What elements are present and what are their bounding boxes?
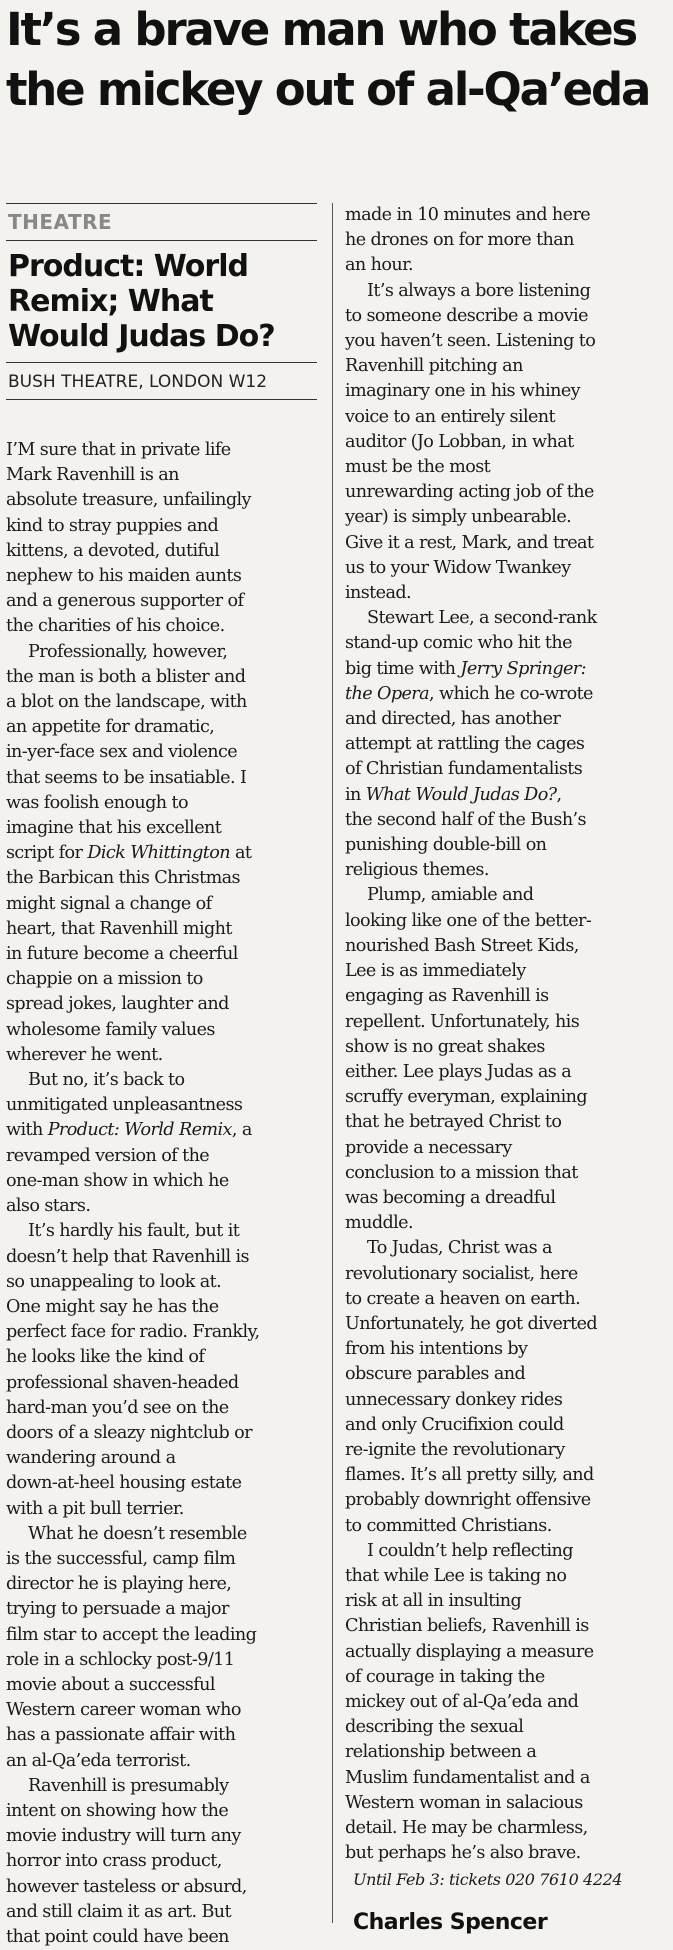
text-line: Professionally, however, [28,641,228,662]
text-line: flames. It’s all pretty silly, and [345,1465,594,1486]
text-line: Muslim fundamentalist and a [345,1767,590,1788]
text-line: One might say he has the [6,1296,219,1317]
text-line: re-ignite the revolutionary [345,1439,565,1460]
text-line: to create a heaven on earth. [345,1288,581,1309]
paragraph [6,438,317,640]
text-line: Christian beliefs, Ravenhill is [345,1616,589,1637]
paragraph [345,203,665,279]
paragraph [6,1522,317,1774]
text-line: kittens, a devoted, dutiful [6,540,220,561]
text-line: Ravenhill is presumably [28,1775,229,1796]
paragraph [6,1219,317,1521]
text-line: script for Dick Whittington at [6,843,252,864]
text-line: and only Crucifixion could [345,1414,564,1435]
text-line: in future become a cheerful [6,944,238,965]
text-line: an hour. [345,255,413,276]
text-line: the second half of the Bush’s [345,809,586,830]
text-line: of courage in taking the [345,1666,545,1687]
text-line: that point could have been [6,1926,229,1947]
text-line: has a passionate affair with [6,1725,236,1746]
text-line: made in 10 minutes and here [345,205,591,225]
text-line: doesn’t help that Ravenhill is [6,1246,249,1267]
text-line: must be the most [345,457,491,478]
headline-line: the mickey out of al-Qa’eda [6,63,650,116]
text-line: nourished Bash Street Kids, [345,935,579,956]
text-line: voice to an entirely silent [345,406,556,427]
text-line: and a generous supporter of [6,591,244,612]
text-line: mickey out of al-Qa’eda and [345,1691,579,1712]
text-line: Western woman in salacious [345,1792,583,1813]
text-line: horror into crass product, [6,1851,222,1872]
text-line: also stars. [6,1196,91,1217]
text-line: was foolish enough to [6,792,188,813]
text-line: the charities of his choice. [6,616,225,637]
text-line: scruffy everyman, explaining [345,1087,588,1108]
paragraph [345,1236,665,1538]
text-line: religious themes. [345,860,489,881]
text-line: spread jokes, laughter and [6,994,229,1015]
text-line: provide a necessary [345,1137,512,1158]
text-line: the Barbican this Christmas [6,868,240,889]
text-line: of Christian fundamentalists [345,759,583,780]
text-line: and directed, has another [345,709,561,730]
text-line: repellent. Unfortunately, his [345,1011,580,1032]
text-line: probably downright offensive [345,1490,591,1511]
text-line: that he betrayed Christ to [345,1112,562,1133]
text-line: auditor (Jo Lobban, in what [345,431,574,452]
text-line: to someone describe a movie [345,305,588,326]
paragraph [345,1539,665,1867]
text-line: professional shaven-headed [6,1372,239,1393]
text-line: a blot on the landscape, with [6,692,247,713]
text-line: But no, it’s back to [28,1070,185,1091]
text-line: attempt at rattling the cages [345,734,585,755]
text-line: It’s hardly his fault, but it [28,1221,240,1242]
text-line: in-yer-face sex and violence [6,742,238,763]
text-line: engaging as Ravenhill is [345,986,549,1007]
text-line: actually displaying a measure [345,1641,594,1662]
text-line: and still claim it as art. But [6,1901,232,1922]
ticket-info: Until Feb 3: tickets 020 7610 4224 [353,1870,623,1890]
paragraph [6,1774,317,1950]
text-line: that while Lee is taking no [345,1565,567,1586]
text-line: Western career woman who [6,1700,241,1721]
text-line: us to your Widow Twankey [345,557,571,578]
text-line: instead. [345,583,412,604]
text-line: heart, that Ravenhill might [6,918,232,939]
paragraph [6,640,317,1068]
text-line: describing the sexual [345,1717,524,1738]
column-divider [332,203,333,1923]
paragraph [345,883,665,1236]
text-line: Stewart Lee, a second-rank [367,608,597,629]
text-line: detail. He may be charmless, [345,1818,588,1838]
text-line: unrewarding acting job of the [345,482,594,503]
text-line: year) is simply unbearable. [345,507,572,528]
text-line: stand-up comic who hit the [345,633,572,654]
divider [6,203,317,204]
text-line: revamped version of the [6,1145,210,1166]
text-line: Unfortunately, he got diverted [345,1313,598,1334]
text-line: trying to persuade a major [6,1599,229,1620]
show-title-line: Remix; What [8,284,213,319]
text-line: It’s always a bore listening [367,280,591,301]
text-line: unnecessary donkey rides [345,1389,563,1410]
text-line: that seems to be insatiable. I [6,767,247,788]
byline: Charles Spencer [353,1910,548,1936]
left-column [6,203,317,1950]
text-line: was becoming a dreadful [345,1187,556,1208]
text-line: so unappealing to look at. [6,1271,222,1292]
text-line: is the successful, camp film [6,1548,236,1569]
text-line: I’M sure that in private life [6,440,231,460]
text-line: Mark Ravenhill is an [6,465,179,486]
section-kicker: THEATRE [8,210,113,234]
text-line: an appetite for dramatic, [6,717,215,738]
text-line: he drones on for more than [345,230,574,251]
text-line: might signal a change of [6,893,212,914]
text-line: the man is both a blister and [6,666,246,687]
text-line: the Opera, which he co-wrote [345,683,593,704]
text-line: wholesome family values [6,1019,215,1040]
text-line: punishing double-bill on [345,835,547,856]
text-line: perfect face for radio. Frankly, [6,1322,260,1343]
text-line: film star to accept the leading [6,1624,257,1645]
text-line: doors of a sleazy nightclub or [6,1422,252,1443]
paragraph [6,1068,317,1219]
text-line: I couldn’t help reflecting [367,1540,573,1561]
text-line: movie industry will turn any [6,1826,241,1847]
text-line: show is no great shakes [345,1036,545,1057]
text-line: big time with Jerry Springer: [345,658,586,679]
divider [6,362,317,363]
text-line: with Product: World Remix, a [6,1120,252,1141]
text-line: imaginary one in his whiney [345,381,581,402]
text-line: an al-Qa’eda terrorist. [6,1750,191,1771]
text-line: wandering around a [6,1448,176,1469]
divider [6,399,317,400]
show-title-line: Product: World [8,249,248,284]
text-line: unmitigated unpleasantness [6,1095,243,1116]
paragraph [345,606,665,883]
text-line: either. Lee plays Judas as a [345,1061,572,1082]
text-line: Give it a rest, Mark, and treat [345,532,594,553]
text-line: obscure parables and [345,1364,526,1385]
left-body-text [6,438,317,1950]
text-line: with a pit bull terrier. [6,1498,184,1519]
text-line: conclusion to a mission that [345,1162,578,1183]
text-line: absolute treasure, unfailingly [6,490,251,511]
text-line: he looks like the kind of [6,1347,205,1368]
text-line: What he doesn’t resemble [28,1523,247,1544]
venue: BUSH THEATRE, LONDON W12 [8,372,268,392]
headline-line: It’s a brave man who takes [6,3,636,56]
text-line: in What Would Judas Do?, [345,784,562,805]
text-line: however tasteless or absurd, [6,1876,247,1897]
text-line: chappie on a mission to [6,969,203,990]
right-body-text [345,203,665,1866]
text-line: you haven’t seen. Listening to [345,331,596,352]
text-line: movie about a successful [6,1674,215,1695]
text-line: muddle. [345,1213,413,1234]
text-line: Ravenhill pitching an [345,356,523,377]
text-line: Plump, amiable and [367,885,534,906]
text-line: down-at-heel housing estate [6,1473,242,1494]
text-line: intent on showing how the [6,1800,229,1821]
text-line: but perhaps he’s also brave. [345,1843,581,1864]
paragraph [345,279,665,607]
text-line: risk at all in insulting [345,1591,522,1612]
text-line: to committed Christians. [345,1515,552,1536]
text-line: kind to stray puppies and [6,515,219,536]
text-line: role in a schlocky post-9/11 [6,1649,235,1670]
divider [6,240,317,241]
text-line: looking like one of the better- [345,910,592,931]
headline [6,0,666,120]
text-line: revolutionary socialist, here [345,1263,578,1284]
show-title-line: Would Judas Do? [8,319,275,354]
text-line: one-man show in which he [6,1170,229,1191]
right-column [345,203,665,1938]
show-title [8,249,317,354]
text-line: nephew to his maiden aunts [6,566,242,587]
text-line: Lee is as immediately [345,961,526,982]
text-line: director he is playing here, [6,1574,232,1595]
text-line: relationship between a [345,1742,537,1763]
text-line: To Judas, Christ was a [367,1238,552,1259]
text-line: from his intentions by [345,1339,528,1360]
text-line: imagine that his excellent [6,818,222,839]
text-line: wherever he went. [6,1044,163,1065]
text-line: hard-man you’d see on the [6,1397,229,1418]
